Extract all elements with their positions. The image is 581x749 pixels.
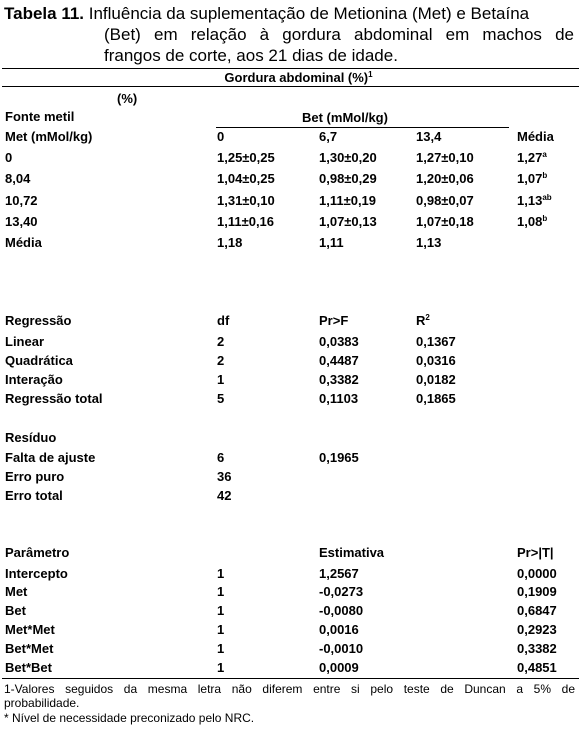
residue-row-name: Falta de ajuste xyxy=(5,450,96,465)
regression-row-r2: 0,1865 xyxy=(416,391,456,406)
row-value: 1,27±0,10 xyxy=(416,150,474,165)
media-row-value: 1,11 xyxy=(319,235,344,250)
header-col-0: 0 xyxy=(217,129,225,144)
footnote-1-line1: 1-Valores seguidos da mesma letra não diferem entre si pelo teste de Duncan a 5% de xyxy=(4,682,575,696)
row-value: 1,25±0,25 xyxy=(217,150,275,165)
regression-row-r2: 0,0182 xyxy=(416,372,456,387)
media-row-label: Média xyxy=(5,235,42,250)
table-title-line3: frangos de corte, aos 21 dias de idade. xyxy=(104,46,398,65)
row-value: 1,20±0,06 xyxy=(416,171,474,186)
header-main: Gordura abdominal (%)$^1$ xyxy=(224,70,373,85)
parameter-row-name: Intercepto xyxy=(5,566,68,581)
row-value: 0,98±0,07 xyxy=(416,193,474,208)
header-main-sup: 1 xyxy=(368,70,373,79)
regression-header-name: Regressão xyxy=(5,313,72,328)
residue-row-df: 36 xyxy=(217,469,232,484)
parameters-header-p: Pr>|T| xyxy=(517,545,554,560)
row-media-sup: a xyxy=(542,150,547,159)
row-value: 1,07±0,13 xyxy=(319,214,377,229)
header-bet-group: Bet (mMol/kg) xyxy=(302,110,388,125)
residue-row-df: 42 xyxy=(217,488,232,503)
parameter-row-name: Bet*Bet xyxy=(5,660,52,675)
regression-row-df: 2 xyxy=(217,334,225,349)
row-media: 1,08$^b$ xyxy=(517,214,548,229)
residue-row-name: Erro puro xyxy=(5,469,65,484)
parameter-row-estimate: 0,0016 xyxy=(319,622,359,637)
media-row-value: 1,18 xyxy=(217,235,243,250)
row-met: 8,04 xyxy=(5,171,31,186)
row-met: 0 xyxy=(5,150,13,165)
parameter-row-estimate: 0,0009 xyxy=(319,660,359,675)
parameters-header-estimate: Estimativa xyxy=(319,545,385,560)
parameter-row-estimate: -0,0273 xyxy=(319,584,364,599)
regression-header-df: df xyxy=(217,313,230,328)
regression-row-r2: 0,1367 xyxy=(416,334,456,349)
residue-title: Resíduo xyxy=(5,430,57,445)
parameter-row-p: 0,2923 xyxy=(517,622,557,637)
residue-row-name: Erro total xyxy=(5,488,63,503)
parameter-row-df: 1 xyxy=(217,603,225,618)
regression-row-p: 0,1103 xyxy=(319,391,359,406)
parameter-row-df: 1 xyxy=(217,584,225,599)
table-title-line2: (Bet) em relação à gordura abdominal em machos de xyxy=(104,25,574,44)
row-value: 1,11±0,16 xyxy=(217,214,275,229)
parameter-row-estimate: 1,2567 xyxy=(319,566,359,581)
table-title-line1: Influência da suplementação de Metionina (Met) e Betaína xyxy=(88,4,530,23)
regression-row-p: 0,0383 xyxy=(319,334,359,349)
regression-row-r2: 0,0316 xyxy=(416,353,456,368)
parameter-row-name: Met xyxy=(5,584,28,599)
parameter-row-df: 1 xyxy=(217,660,225,675)
row-value: 0,98±0,29 xyxy=(319,171,377,186)
regression-row-p: 0,4487 xyxy=(319,353,359,368)
header-fonte-metil: Fonte metil xyxy=(5,109,75,124)
rule-top xyxy=(2,68,579,69)
row-value: 1,31±0,10 xyxy=(217,193,275,208)
parameter-row-estimate: -0,0080 xyxy=(319,603,364,618)
regression-row-df: 1 xyxy=(217,372,225,387)
rule-bet-group xyxy=(216,127,509,128)
parameter-row-name: Met*Met xyxy=(5,622,55,637)
parameter-row-p: 0,4851 xyxy=(517,660,557,675)
parameter-row-estimate: -0,0010 xyxy=(319,641,364,656)
header-met-col: Met (mMol/kg) xyxy=(5,129,93,144)
row-met: 13,40 xyxy=(5,214,38,229)
residue-row-p: 0,1965 xyxy=(319,450,359,465)
rule-bottom xyxy=(2,678,579,679)
regression-header-r2: $R^2$ xyxy=(416,313,430,328)
parameter-row-name: Bet xyxy=(5,603,26,618)
regression-header-r2-sup: 2 xyxy=(425,313,430,322)
residue-row-df: 6 xyxy=(217,450,225,465)
parameters-header-name: Parâmetro xyxy=(5,545,70,560)
regression-row-df: 5 xyxy=(217,391,225,406)
regression-row-name: Regressão total xyxy=(5,391,103,406)
row-met: 10,72 xyxy=(5,193,38,208)
table-title xyxy=(4,4,529,24)
regression-row-name: Interação xyxy=(5,372,63,387)
header-unit: (%) xyxy=(117,91,138,106)
regression-row-p: 0,3382 xyxy=(319,372,359,387)
row-value: 1,07±0,18 xyxy=(416,214,474,229)
parameter-row-p: 0,1909 xyxy=(517,584,557,599)
header-col-1: 6,7 xyxy=(319,129,338,144)
row-value: 1,11±0,19 xyxy=(319,193,377,208)
row-media: 1,13$^{ab}$ xyxy=(517,193,552,208)
parameter-row-df: 1 xyxy=(217,622,225,637)
parameter-row-name: Bet*Met xyxy=(5,641,54,656)
footnote-1-line2: probabilidade. xyxy=(4,696,80,710)
row-media-sup: ab xyxy=(542,193,552,202)
parameter-row-p: 0,0000 xyxy=(517,566,557,581)
footnote-2: * Nível de necessidade preconizado pelo NRC. xyxy=(4,711,255,725)
row-value: 1,04±0,25 xyxy=(217,171,275,186)
regression-header-p: Pr>F xyxy=(319,313,349,328)
regression-row-df: 2 xyxy=(217,353,225,368)
parameter-row-df: 1 xyxy=(217,641,225,656)
header-col-2: 13,4 xyxy=(416,129,442,144)
parameter-row-df: 1 xyxy=(217,566,225,581)
parameter-row-p: 0,3382 xyxy=(517,641,557,656)
row-media-sup: b xyxy=(542,214,548,223)
row-media: 1,27$^a$ xyxy=(517,150,547,165)
rule-header xyxy=(2,86,579,87)
regression-row-name: Linear xyxy=(5,334,45,349)
media-row-value: 1,13 xyxy=(416,235,442,250)
regression-row-name: Quadrática xyxy=(5,353,73,368)
row-value: 1,30±0,20 xyxy=(319,150,377,165)
row-media-sup: b xyxy=(542,171,548,180)
header-media: Média xyxy=(517,129,554,144)
row-media: 1,07$^b$ xyxy=(517,171,548,186)
parameter-row-p: 0,6847 xyxy=(517,603,557,618)
table-title-label: Tabela 11. xyxy=(4,4,85,23)
